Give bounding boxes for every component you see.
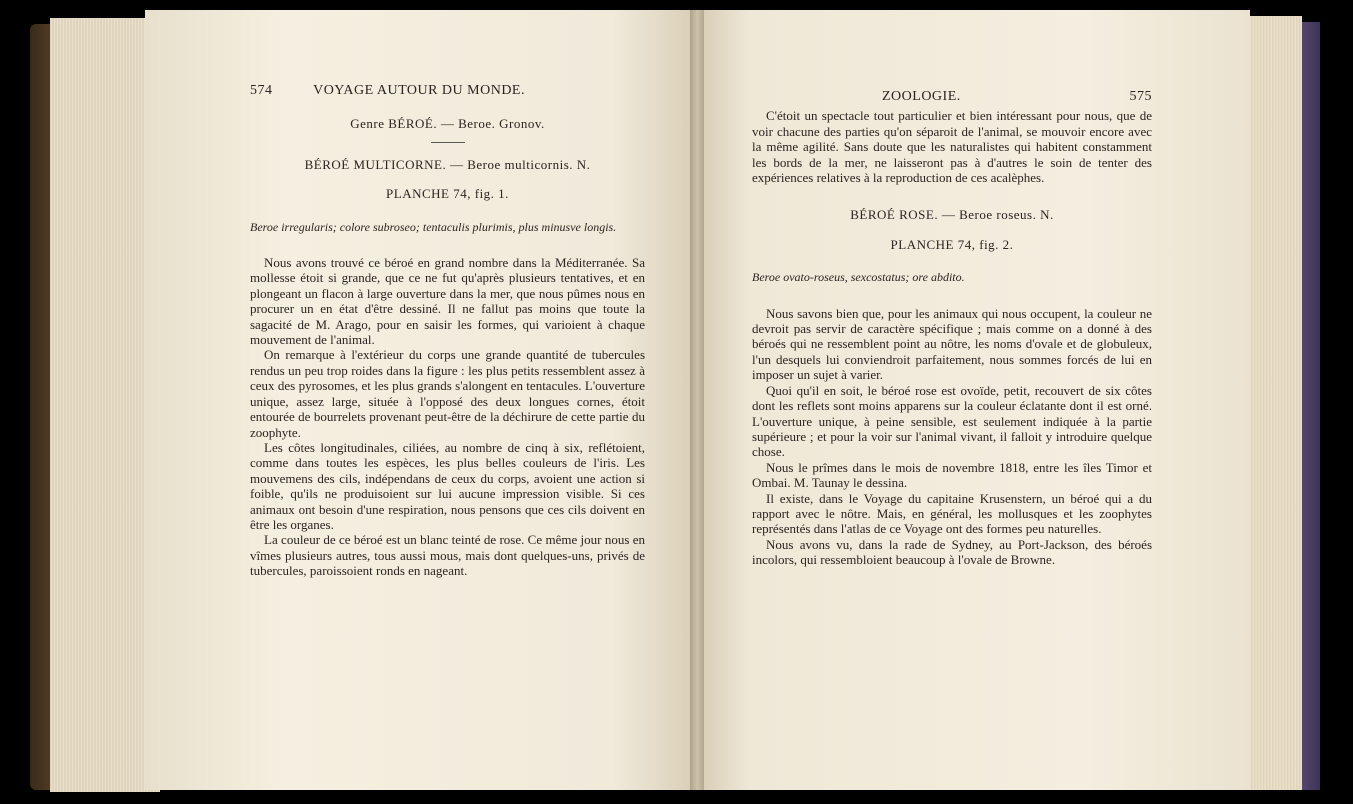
species-heading-rose: BÉROÉ ROSE. — Beroe roseus. N. (850, 207, 1054, 223)
body-paragraph: Il existe, dans le Voyage du capitaine Krusenstern, un béroé qui a du rapport avec le nôtre. Mais, en général, les mollusques et les zoophytes représentés dans l'atlas de ce Voyage ont des formes peu naturelles. (752, 490, 1152, 537)
open-book (30, 10, 1320, 794)
body-paragraph: La couleur de ce béroé est un blanc teinté de rose. Ce même jour nous en vîmes plusieurs autres, tous aussi mous, mais dont quelques-uns, privés de tubercules, paroissoient ronds en nageant. (250, 532, 645, 579)
latin-diagnosis-multicorne: Beroe irregularis; colore subroseo; tentaculis plurimis, plus minusve longis. (250, 219, 617, 234)
plate-reference-fig1: PLANCHE 74, fig. 1. (386, 186, 509, 202)
species-heading-multicorne: BÉROÉ MULTICORNE. — Beroe multicornis. N. (304, 156, 591, 172)
body-paragraph: Les côtes longitudinales, ciliées, au nombre de cinq à six, reflétoient, comme dans toutes les espèces, les plus belles couleurs de l'iris. Les mouvemens des cils, indépendans de ceux du corps, avoient une action si foible, qu'ils ne produisoient sur lui aucune impression visible. Si ces animaux ont besoin d'une respiration, nous pensons que ces cils doivent en être les organes. (250, 439, 645, 532)
latin-diagnosis-rose: Beroe ovato-roseus, sexcostatus; ore abdito. (752, 270, 965, 285)
left-running-title: VOYAGE AUTOUR DU MONDE. (313, 83, 525, 98)
book-gutter (690, 10, 704, 790)
left-page (145, 10, 695, 790)
left-page-number: 574 (250, 83, 273, 98)
body-paragraph: C'étoit un spectacle tout particulier et bien intéressant pour nous, que de voir chacune des parties qu'on séparoit de l'animal, se mouvoir encore avec la même agilité. Sans doute que les naturalistes qui habitent constamment les bords de la mer, ne laisseront pas à d'autres le soin de tenter des expériences relatives à la reproduction de ces acalèphes. (752, 108, 1152, 186)
body-paragraph: Nous le prîmes dans le mois de novembre 1818, entre les îles Timor et Ombai. M. Taunay le dessina. (752, 459, 1152, 491)
page-edges-left (50, 18, 160, 792)
body-paragraph: Nous savons bien que, pour les animaux qui nous occupent, la couleur ne devroit pas servir de caractère spécifique ; mais comme on a donné à des béroés qui ne ressemblent point au nôtre, les noms d'ovale et de globuleux, l'un desquels lui conviendroit parfaitement, nous sommes forcés de lui en imposer un sujet à varier. (752, 305, 1152, 383)
left-text-column (250, 83, 645, 579)
body-paragraph: Nous avons trouvé ce béroé en grand nombre dans la Méditerranée. Sa mollesse étoit si grande, que ce ne fut qu'après plusieurs tentatives, et en plongeant un flacon à large ouverture dans la mer, que nous pûmes nous en procurer un en état d'être dessiné. Il ne fallut pas moins que toute la sagacité de M. Arago, pour en saisir les formes, qui varioient à chaque mouvement de l'animal. (250, 255, 645, 348)
right-text-column (752, 89, 1152, 568)
body-paragraph: Quoi qu'il en soit, le béroé rose est ovoïde, petit, recouvert de six côtes dont les reflets sont moins apparens sur la couleur éclatante dont il est orné. L'ouverture unique, à peine sensible, est seulement indiquée à la partie supérieure ; et pour la voir sur l'animal vivant, il falloit y introduire quelque chose. (752, 382, 1152, 460)
body-paragraph: Nous avons vu, dans la rade de Sydney, au Port-Jackson, des béroés incolors, qui ressembloient beaucoup à l'ovale de Browne. (752, 536, 1152, 568)
left-running-head (250, 83, 645, 98)
right-running-head (752, 89, 1152, 104)
plate-reference-fig2: PLANCHE 74, fig. 2. (890, 236, 1014, 252)
right-running-title: ZOOLOGIE. (882, 89, 961, 104)
body-paragraph: On remarque à l'extérieur du corps une grande quantité de tubercules rendus un peu trop roides dans la figure : les plus petits ressemblent assez à ceux des pyrosomes, et les plus grands s'alongent en tentacules. L'ouverture unique, assez large, située à l'opposé des deux longues cornes, étoit entourée de bourrelets provenant peut-être de la déchirure de cette partie du zoophyte. (250, 347, 645, 440)
heading-rule (431, 142, 465, 143)
right-page (695, 10, 1250, 790)
genre-heading: Genre BÉROÉ. — Beroe. Gronov. (350, 116, 545, 132)
right-page-number: 575 (1129, 89, 1152, 104)
